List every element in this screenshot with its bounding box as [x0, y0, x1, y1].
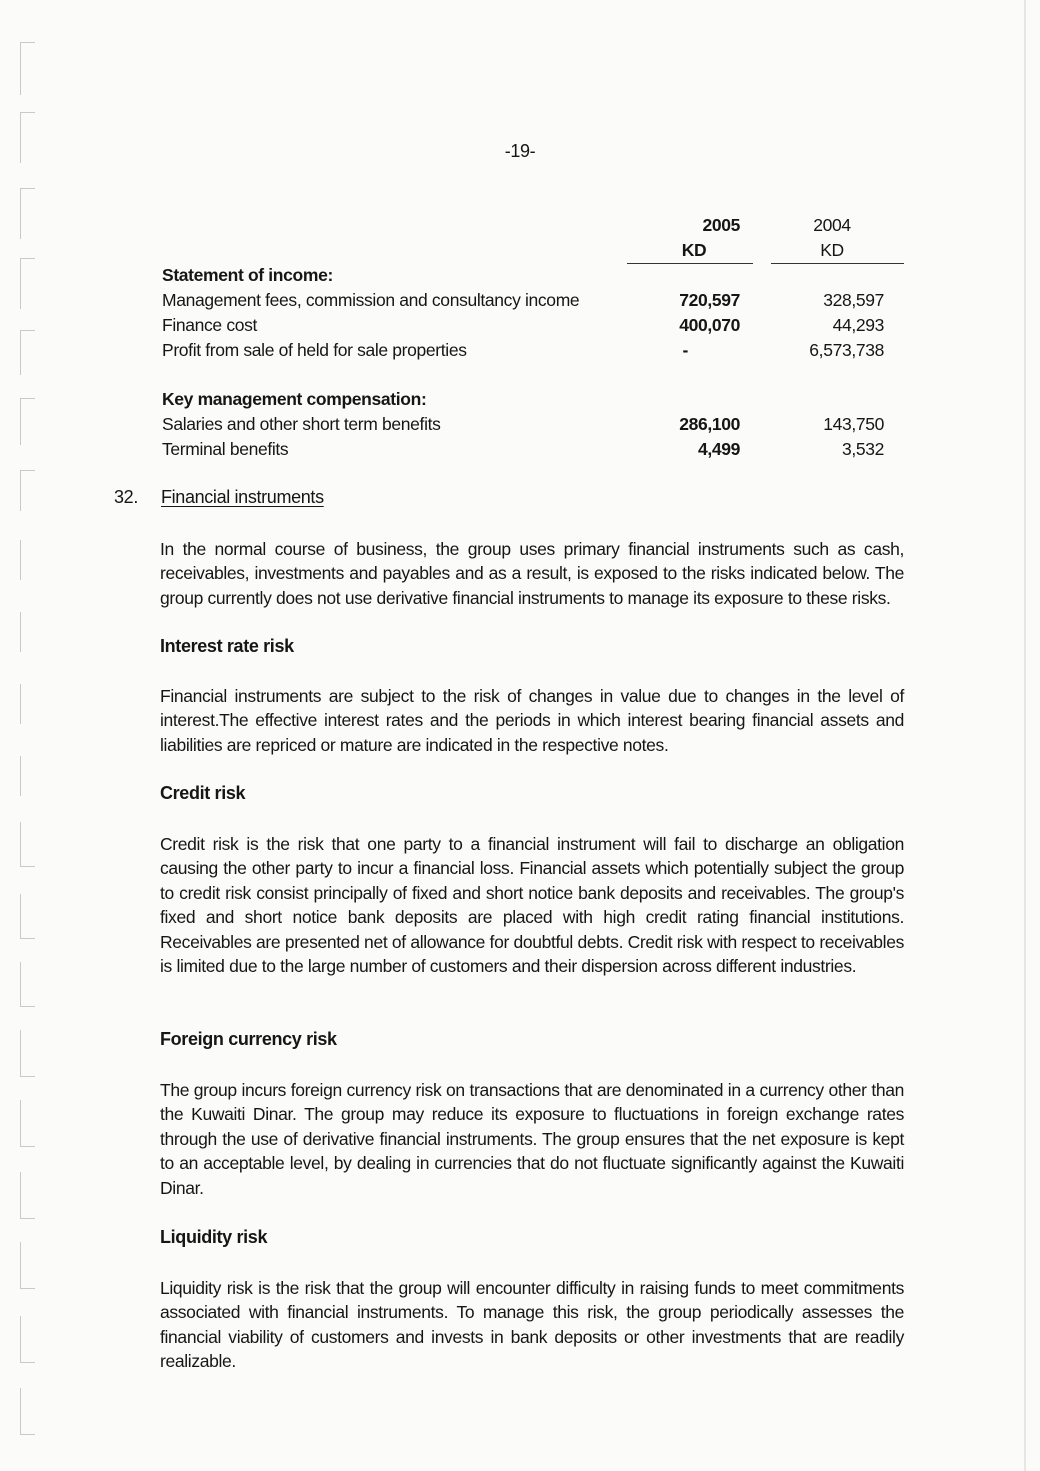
col-2004-underline: [771, 263, 904, 264]
margin-mark: [20, 1316, 35, 1363]
margin-mark: [20, 1100, 35, 1147]
margin-mark: [20, 822, 35, 867]
heading-credit-risk: Credit risk: [160, 783, 246, 803]
margin-mark: [20, 962, 35, 1007]
note-title: Financial instruments: [161, 487, 324, 507]
value-2005: 400,070: [679, 315, 740, 335]
col-2005-underline: [627, 263, 753, 264]
margin-mark: [20, 330, 35, 375]
value-2005: 4,499: [697, 439, 740, 459]
margin-mark: [20, 398, 35, 445]
row-label: Salaries and other short term benefits: [162, 414, 441, 434]
paragraph-liquidity-risk: Liquidity risk is the risk that the group will encounter difficulty in raising funds to meet commitments associated with financial instruments. To manage this risk, the group periodically assesses the financial viability of customers and invests in bank deposits or other investments that are readily realizable.: [160, 1278, 904, 1372]
value-2004: 328,597: [823, 290, 884, 310]
heading-foreign-currency-risk: Foreign currency risk: [160, 1029, 337, 1049]
margin-mark: [20, 894, 35, 939]
value-2005: 720,597: [679, 290, 740, 310]
margin-mark: [20, 684, 35, 724]
heading-interest-rate-risk: Interest rate risk: [160, 636, 294, 656]
col-2005-year: 2005: [702, 215, 740, 235]
col-2004-unit: KD: [820, 240, 844, 260]
margin-mark: [20, 1388, 35, 1435]
note-number: 32.: [114, 487, 138, 507]
paragraph-foreign-currency-risk: The group incurs foreign currency risk on transactions that are denominated in a currency other than the Kuwaiti Dinar. The group may reduce its exposure to fluctuations in foreign exchange rates through the use of derivative financial instruments. The group ensures that the net exposure is kept to an acceptable level, by dealing in currencies that do not fluctuate significantly against the Kuwaiti Dinar.: [160, 1080, 904, 1198]
value-2005: -: [682, 340, 688, 360]
margin-mark: [20, 42, 35, 95]
value-2004: 143,750: [823, 414, 884, 434]
paragraph-interest-rate-risk: Financial instruments are subject to the risk of changes in value due to changes in the level of interest.The effective interest rates and the periods in which interest bearing financial assets and liabilities are repriced or mature are indicated in the respective notes.: [160, 686, 904, 755]
row-label: Profit from sale of held for sale properties: [162, 340, 467, 360]
paragraph-credit-risk: Credit risk is the risk that one party to a financial instrument will fail to discharge an obligation causing the other party to incur a financial loss. Financial assets which potentially subject the group to credit risk consist principally of fixed and short notice bank deposits and receivables. The group's fixed and short notice bank deposits are placed with high credit rating financial institutions. Receivables are presented net of allowance for doubtful debts. Credit risk with respect to receivables is limited due to the large number of customers and their dispersion across different industries.: [160, 834, 904, 977]
page-number: -19-: [504, 141, 536, 161]
section-heading-income: Statement of income:: [162, 265, 333, 285]
margin-mark: [20, 756, 35, 796]
section-heading-compensation: Key management compensation:: [162, 389, 427, 409]
row-label: Terminal benefits: [162, 439, 289, 459]
col-2005-unit: KD: [681, 240, 707, 260]
margin-mark: [20, 1030, 35, 1077]
row-label: Management fees, commission and consultancy income: [162, 290, 580, 310]
value-2004: 3,532: [841, 439, 884, 459]
heading-liquidity-risk: Liquidity risk: [160, 1227, 268, 1247]
value-2004: 44,293: [832, 315, 884, 335]
margin-mark: [20, 188, 35, 239]
margin-mark: [20, 1172, 35, 1219]
margin-mark: [20, 1242, 35, 1289]
margin-mark: [20, 540, 35, 580]
page-edge: [1024, 0, 1026, 1471]
row-label: Finance cost: [162, 315, 258, 335]
value-2005: 286,100: [679, 414, 740, 434]
value-2004: 6,573,738: [809, 340, 884, 360]
margin-mark: [20, 258, 35, 309]
margin-mark: [20, 470, 35, 511]
col-2004-year: 2004: [813, 215, 851, 235]
margin-mark: [20, 612, 35, 652]
note-intro-paragraph: In the normal course of business, the group uses primary financial instruments such as cash, receivables, investments and payables and as a result, is exposed to the risks indicated below. The group currently does not use derivative financial instruments to manage its exposure to these risks.: [160, 539, 904, 608]
